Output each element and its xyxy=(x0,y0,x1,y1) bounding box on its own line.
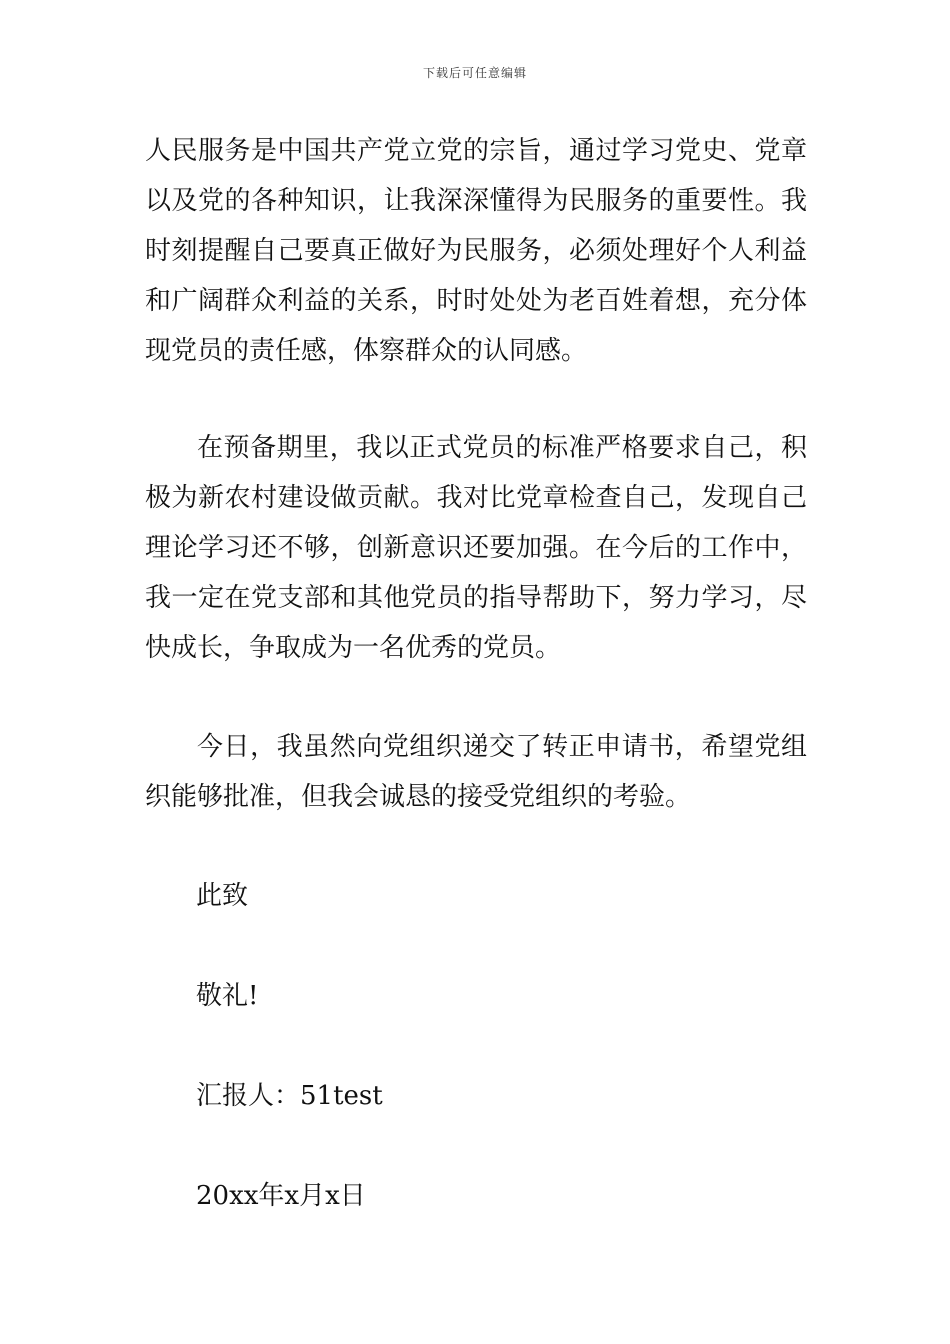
report-date: 20xx年x月x日 xyxy=(196,1181,366,1211)
paragraph-2: 在预备期里，我以正式党员的标准严格要求自己，积极为新农村建设做贡献。我对比党章检查自己，发现自己理论学习还不够，创新意识还要加强。在今后的工作中，我一定在党支部和其他党员的指导帮助下，努力学习，尽快成长，争取成为一名优秀的党员。 xyxy=(145,433,807,663)
paragraph-1: 人民服务是中国共产党立党的宗旨，通过学习党史、党章以及党的各种知识，让我深深懂得为民服务的重要性。我时刻提醒自己要真正做好为民服务，必须处理好个人利益和广阔群众利益的关系，时时处处为老百姓着想，充分体现党员的责任感，体察群众的认同感。 xyxy=(145,136,807,366)
regards-line: 敬礼! xyxy=(196,981,259,1011)
reporter-signature: 汇报人：51test xyxy=(196,1081,383,1111)
closing-salutation: 此致 xyxy=(196,881,249,911)
paragraph-3: 今日，我虽然向党组织递交了转正申请书，希望党组织能够批准，但我会诚恳的接受党组织的考验。 xyxy=(145,732,807,812)
page-header-note: 下载后可任意编辑 xyxy=(422,66,527,80)
